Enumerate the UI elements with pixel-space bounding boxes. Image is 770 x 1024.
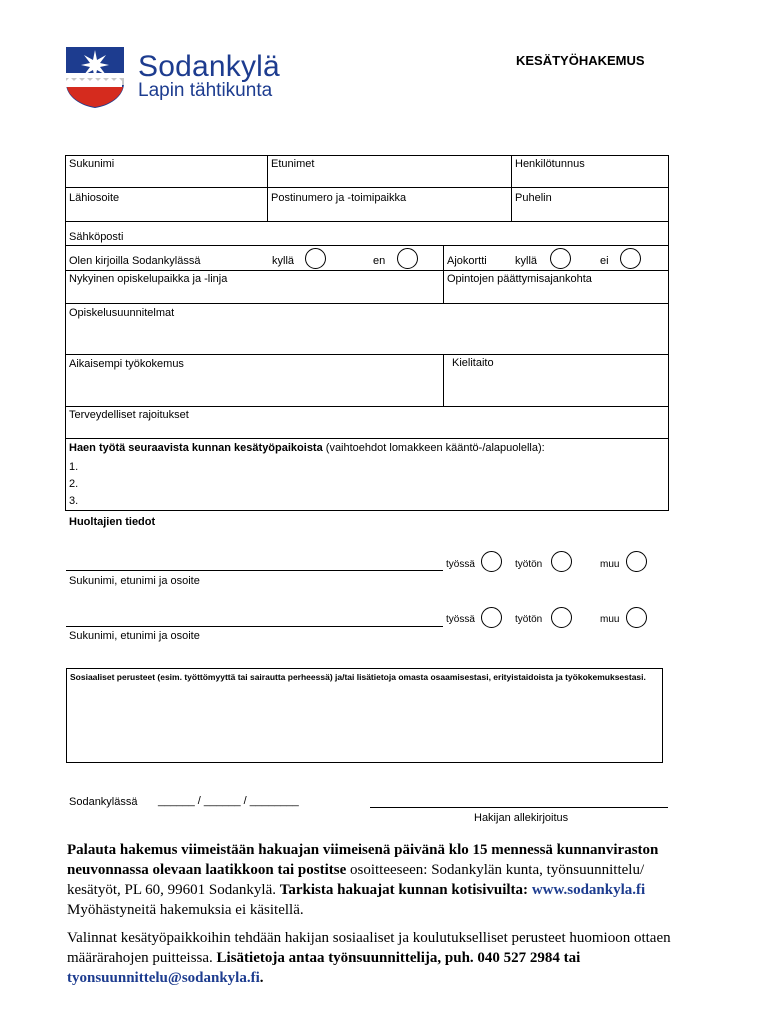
registered-no-label: en [373, 255, 386, 267]
org-name: Sodankylä [138, 50, 280, 83]
guardian-1-unemployed-label: työtön [515, 559, 543, 570]
email-period: . [259, 970, 264, 986]
guardian-1-other-label: muu [600, 559, 620, 570]
guardian-1-label: Sukunimi, etunimi ja osoite [69, 575, 200, 587]
apply-rest: (vaihtoehdot lomakkeen kääntö-/alapuolella): [322, 442, 545, 454]
return-bold: Palauta hakemus viimeistään hakuajan viimeisenä päivänä klo 15 mennessä kunnanviraston neuvonnassa olevaan laatikkoon tai postitse [67, 842, 659, 878]
study-plans-field[interactable]: Opiskelusuunnitelmat [69, 307, 175, 319]
guardian-2-line[interactable] [66, 626, 443, 627]
guardian-1-unemployed-radio[interactable] [551, 551, 572, 572]
guardian-1-other-radio[interactable] [626, 551, 647, 572]
languages-field[interactable]: Kielitaito [452, 357, 494, 369]
org-subtitle: Lapin tähtikunta [138, 80, 273, 101]
contact-info: Lisätietoja antaa työnsuunnittelija, puh. 040 527 2984 tai [216, 950, 581, 966]
apply-instructions [69, 442, 545, 454]
email-link[interactable]: tyonsuunnittelu@sodankyla.fi [67, 970, 260, 986]
postal-field[interactable]: Postinumero ja -toimipaikka [271, 192, 407, 204]
registered-yes-label: kyllä [272, 255, 295, 267]
health-field[interactable]: Terveydelliset rajoitukset [69, 409, 189, 421]
guardian-2-employed-radio[interactable] [481, 607, 502, 628]
check-dates: Tarkista hakuajat kunnan kotisivuilta: [279, 882, 532, 898]
signature-label: Hakijan allekirjoitus [474, 812, 569, 824]
guardian-2-other-radio[interactable] [626, 607, 647, 628]
social-grounds-box[interactable] [66, 668, 663, 763]
municipal-coat-of-arms-logo [63, 45, 127, 109]
place-label: Sodankylässä [69, 796, 138, 808]
guardian-1-line[interactable] [66, 570, 443, 571]
late-note: Myöhästyneitä hakemuksia ei käsitellä. [67, 902, 304, 918]
guardian-2-unemployed-radio[interactable] [551, 607, 572, 628]
license-yes-radio[interactable] [550, 248, 571, 269]
return-instructions [67, 840, 687, 920]
license-no-label: ei [600, 255, 609, 267]
selection-info [67, 928, 687, 988]
social-grounds-text: Sosiaaliset perusteet (esim. työttömyyttä tai sairautta perheessä) ja/tai lisätietoja omasta osaamisestasi, erityistaidoista ja työkokemuksestasi. [70, 672, 646, 682]
guardian-1-employed-radio[interactable] [481, 551, 502, 572]
return-address: osoitteeseen: Sodankylän kunta, työnsuunnittelu/ kesätyöt, PL 60, 99601 Sodankylä. [67, 862, 645, 898]
address-field[interactable]: Lähiosoite [69, 192, 120, 204]
first-names-field[interactable]: Etunimet [271, 158, 315, 170]
license-no-radio[interactable] [620, 248, 641, 269]
guardian-2-unemployed-label: työtön [515, 614, 543, 625]
document-title: KESÄTYÖHAKEMUS [516, 53, 645, 68]
study-end-field[interactable]: Opintojen päättymisajankohta [447, 273, 592, 285]
prev-work-field[interactable]: Aikaisempi työkokemus [69, 358, 184, 370]
current-study-field[interactable]: Nykyinen opiskelupaikka ja -linja [69, 273, 228, 285]
choice-1-field[interactable]: 1. [69, 461, 79, 473]
license-yes-label: kyllä [515, 255, 538, 267]
id-number-field[interactable]: Henkilötunnus [515, 158, 585, 170]
registered-label: Olen kirjoilla Sodankylässä [69, 255, 201, 267]
surname-field[interactable]: Sukunimi [69, 158, 115, 170]
guardian-1-employed-label: työssä [446, 559, 475, 570]
choice-2-field[interactable]: 2. [69, 478, 79, 490]
choice-3-field[interactable]: 3. [69, 495, 79, 507]
license-label: Ajokortti [447, 255, 487, 267]
guardian-2-label: Sukunimi, etunimi ja osoite [69, 630, 200, 642]
website-link[interactable]: www.sodankyla.fi [531, 882, 646, 898]
registered-no-radio[interactable] [397, 248, 418, 269]
guardian-2-other-label: muu [600, 614, 620, 625]
registered-yes-radio[interactable] [305, 248, 326, 269]
guardian-2-employed-label: työssä [446, 614, 475, 625]
date-field[interactable]: ______ / ______ / ________ [158, 795, 299, 807]
email-field[interactable]: Sähköposti [69, 231, 124, 243]
signature-line[interactable] [370, 807, 668, 808]
selection-text: Valinnat kesätyöpaikkoihin tehdään hakijan sosiaaliset ja koulutukselliset perusteet huomioon ottaen määrärahojen puitteissa. [67, 930, 671, 966]
guardians-title: Huoltajien tiedot [69, 516, 156, 528]
apply-bold: Haen työtä seuraavista kunnan kesätyöpaikoista [69, 442, 323, 454]
phone-field[interactable]: Puhelin [515, 192, 552, 204]
